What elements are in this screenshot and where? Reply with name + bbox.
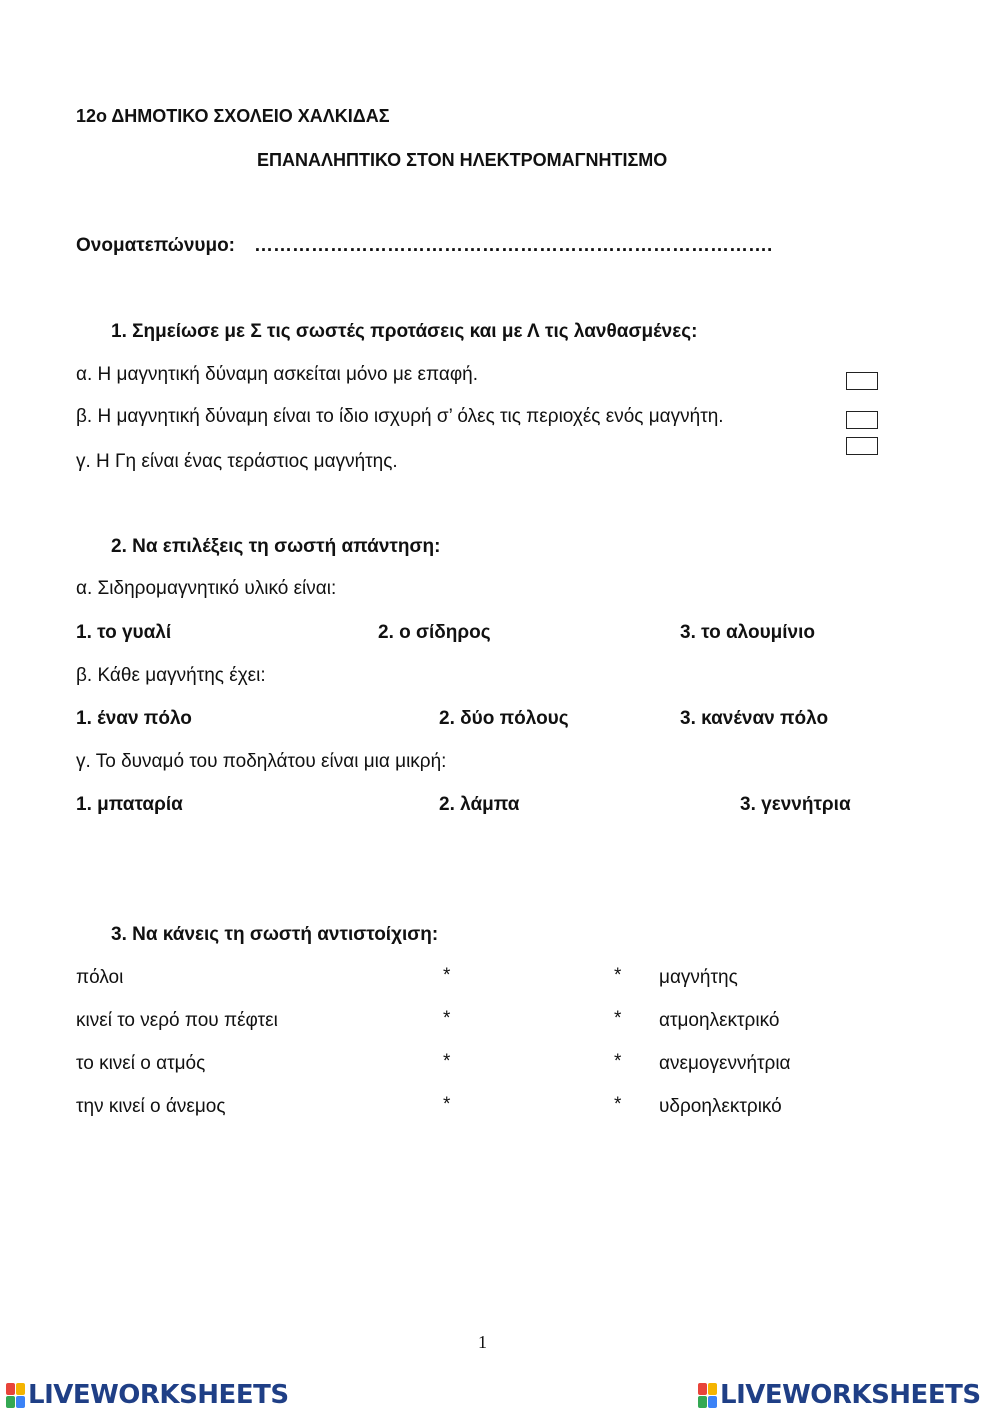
match-dot-right-4[interactable]: *	[614, 1094, 622, 1115]
match-dot-right-2[interactable]: *	[614, 1008, 622, 1029]
option-c-2[interactable]: 2. λάμπα	[439, 794, 520, 815]
name-field[interactable]: ……………………………………………………………………….	[254, 235, 773, 256]
section1-heading: 1. Σημείωσε με Σ τις σωστές προτάσεις και με Λ τις λανθασμένες:	[111, 321, 698, 342]
match-left-1: πόλοι	[76, 967, 124, 988]
match-left-3: το κινεί ο ατμός	[76, 1053, 206, 1074]
match-dot-left-3[interactable]: *	[443, 1051, 451, 1072]
liveworksheets-logo-left	[6, 1381, 289, 1409]
section2-heading: 2. Να επιλέξεις τη σωστή απάντηση:	[111, 536, 441, 557]
page-number: 1	[478, 1332, 487, 1352]
match-dot-left-2[interactable]: *	[443, 1008, 451, 1029]
match-left-2: κινεί το νερό που πέφτει	[76, 1010, 278, 1031]
school-name: 12ο ΔΗΜΟΤΙΚΟ ΣΧΟΛΕΙΟ ΧΑΛΚΙΔΑΣ	[76, 106, 390, 126]
statement-c: γ. Η Γη είναι ένας τεράστιος μαγνήτης.	[76, 451, 398, 472]
question-b: β. Κάθε μαγνήτης έχει:	[76, 665, 266, 686]
option-b-2[interactable]: 2. δύο πόλους	[439, 708, 569, 729]
option-b-1[interactable]: 1. έναν πόλο	[76, 708, 192, 729]
name-label: Ονοματεπώνυμο:	[76, 235, 236, 256]
answer-box-a[interactable]	[846, 372, 878, 390]
liveworksheets-mark-icon	[698, 1383, 717, 1408]
match-right-3: ανεμογεννήτρια	[659, 1053, 791, 1074]
option-c-1[interactable]: 1. μπαταρία	[76, 794, 183, 815]
match-dot-left-1[interactable]: *	[443, 965, 451, 986]
logo-text: LIVEWORKSHEETS	[28, 1380, 289, 1410]
option-b-3[interactable]: 3. κανέναν πόλο	[680, 708, 829, 729]
statement-b: β. Η μαγνητική δύναμη είναι το ίδιο ισχυρή σ’ όλες τις περιοχές ενός μαγνήτη.	[76, 406, 724, 427]
question-a: α. Σιδηρομαγνητικό υλικό είναι:	[76, 578, 337, 599]
option-a-3[interactable]: 3. το αλουμίνιο	[680, 622, 815, 643]
statement-a: α. Η μαγνητική δύναμη ασκείται μόνο με επαφή.	[76, 364, 478, 385]
match-left-4: την κινεί ο άνεμος	[76, 1096, 226, 1117]
answer-box-b[interactable]	[846, 411, 878, 429]
page-title: ΕΠΑΝΑΛΗΠΤΙΚΟ ΣΤΟΝ ΗΛΕΚΤΡΟΜΑΓΝΗΤΙΣΜΟ	[257, 150, 668, 170]
section3-heading: 3. Να κάνεις τη σωστή αντιστοίχιση:	[111, 924, 439, 945]
match-dot-right-3[interactable]: *	[614, 1051, 622, 1072]
match-dot-right-1[interactable]: *	[614, 965, 622, 986]
question-c: γ. Το δυναμό του ποδηλάτου είναι μια μικρή:	[76, 751, 447, 772]
match-right-2: ατμοηλεκτρικό	[659, 1010, 780, 1031]
match-right-1: μαγνήτης	[659, 967, 738, 988]
option-a-2[interactable]: 2. ο σίδηρος	[378, 622, 491, 643]
answer-box-c[interactable]	[846, 437, 878, 455]
liveworksheets-mark-icon	[6, 1383, 25, 1408]
logo-text: LIVEWORKSHEETS	[720, 1380, 981, 1410]
option-a-1[interactable]: 1. το γυαλί	[76, 622, 172, 643]
match-dot-left-4[interactable]: *	[443, 1094, 451, 1115]
option-c-3[interactable]: 3. γεννήτρια	[740, 794, 851, 815]
match-right-4: υδροηλεκτρικό	[659, 1096, 782, 1117]
liveworksheets-logo-right	[698, 1381, 981, 1409]
